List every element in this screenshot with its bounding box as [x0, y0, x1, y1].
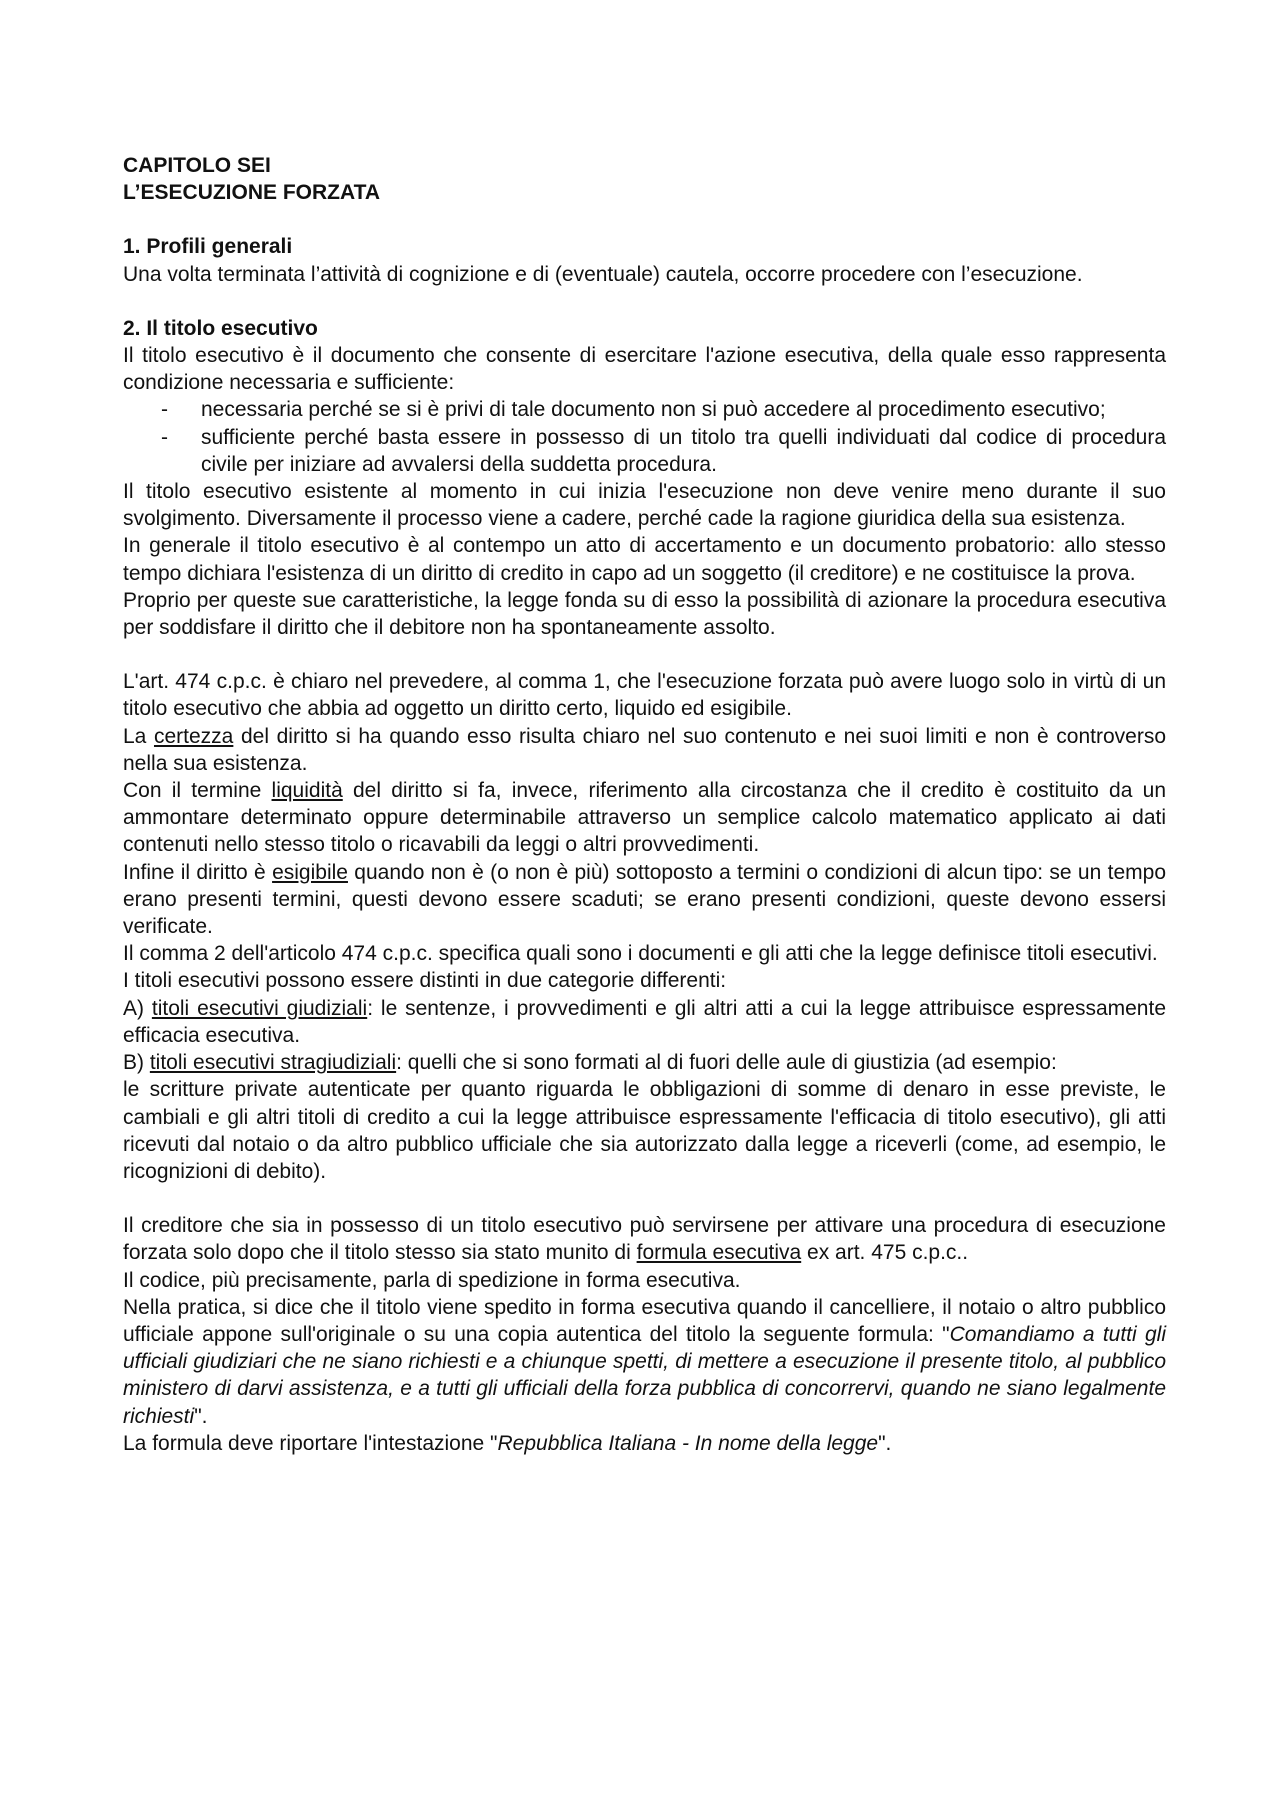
- text-span: Infine il diritto è: [123, 860, 273, 884]
- text-span: : quelli che si sono formati al di fuori delle aule di giustizia (ad esempio:: [396, 1051, 1057, 1075]
- formula-quote: Comandiamo a tutti gli ufficiali giudiziari che ne siano richiesti e a chiunque spetti, di mettere a esecuzione il presente titolo, al pubblico ministero di darvi assistenza, e a tutti gli ufficiali della forza pubblica di concorrervi, quando ne siano legalmente richiesti: [123, 1322, 1167, 1428]
- paragraph-categories: I titoli esecutivi possono essere distinti in due categorie differenti:: [123, 969, 727, 993]
- dash-bullet: -: [161, 425, 168, 449]
- list-item: [123, 424, 1166, 478]
- intestazione-quote: Repubblica Italiana - In nome della legge: [497, 1431, 879, 1455]
- text-span: ".: [878, 1431, 892, 1455]
- text-span: La: [123, 724, 154, 748]
- paragraph-persistence: Il titolo esecutivo esistente al momento in cui inizia l'esecuzione non deve venire meno durante il suo svolgimento. Diversamente il processo viene a cadere, perché cade la ragione giuridica della sua esistenza.: [123, 480, 1166, 531]
- section-2-intro: Il titolo esecutivo è il documento che consente di esercitare l'azione esecutiva, della quale esso rappresenta condizione necessaria e sufficiente:: [123, 344, 1166, 395]
- paragraph-art-474: L'art. 474 c.p.c. è chiaro nel prevedere, al comma 1, che l'esecuzione forzata può avere luogo solo in virtù di un titolo esecutivo che abbia ad oggetto un diritto certo, liquido ed esigibile.: [123, 670, 1166, 721]
- paragraph-scritture: le scritture private autenticate per quanto riguarda le obbligazioni di somme di denaro in esse previste, le cambiali e gli altri titoli di credito a cui la legge attribuisce espressamente l'efficacia di titolo esecutivo), gli atti ricevuti dal notaio o da altro pubblico ufficiale che sia autorizzato dalla legge a riceverli (come, ad esempio, le ricognizioni di debito).: [123, 1078, 1166, 1183]
- term-certezza: certezza: [153, 724, 234, 748]
- spacer: [123, 288, 1166, 315]
- text-span: del diritto si fa, invece, riferimento alla circostanza che il credito è costituito da un ammontare determinato oppure determinabile attraverso un semplice calcolo matematico applicato ai dati contenuti nello stesso titolo o ricavabili da leggi o altri provvedimenti.: [123, 779, 1166, 857]
- section-1-heading: 1. Profili generali: [123, 235, 293, 259]
- chapter-title: CAPITOLO SEI: [123, 154, 271, 177]
- text-span: Nella pratica, si dice che il titolo viene spedito in forma esecutiva quando il cancelliere, il notaio o altro pubblico ufficiale appone sull'originale o su una copia autentica del titolo la seguente formula: ": [123, 1295, 1166, 1346]
- text-span: ".: [194, 1404, 208, 1428]
- text-span: Il creditore che sia in possesso di un titolo esecutivo può servirsene per attivare una procedura di esecuzione forzata solo dopo che il titolo stesso sia stato munito di: [123, 1214, 1166, 1265]
- dash-bullet: -: [161, 398, 168, 422]
- spacer: [123, 641, 1166, 668]
- section-2-heading: 2. Il titolo esecutivo: [123, 316, 318, 340]
- term-stragiudiziali: titoli esecutivi stragiudiziali: [149, 1051, 397, 1075]
- paragraph-spedizione: Il codice, più precisamente, parla di spedizione in forma esecutiva.: [123, 1268, 741, 1292]
- term-esigibile: esigibile: [272, 860, 348, 884]
- term-giudiziali: titoli esecutivi giudiziali: [151, 996, 368, 1020]
- term-formula-esecutiva: formula esecutiva: [636, 1241, 802, 1265]
- text-span: ex art. 475 c.p.c..: [801, 1241, 969, 1265]
- document-page: [123, 152, 1166, 1457]
- spacer: [123, 1185, 1166, 1212]
- paragraph-nature: In generale il titolo esecutivo è al contempo un atto di accertamento e un documento probatorio: allo stesso tempo dichiara l'esistenza di un diritto di credito in capo ad un soggetto (il creditore) e ne costituisce la prova.: [123, 534, 1166, 585]
- paragraph-intestazione: [123, 1430, 1166, 1457]
- chapter-subtitle: L’ESECUZIONE FORZATA: [123, 181, 381, 205]
- text-span: : le sentenze, i provvedimenti e gli altri atti a cui la legge attribuisce espressamente efficacia esecutiva.: [123, 996, 1166, 1047]
- text-span: quando non è (o non è più) sottoposto a termini o condizioni di alcun tipo: se un tempo erano presenti termini, questi devono essere scaduti; se erano presenti condizioni, queste devono essersi verificate.: [123, 860, 1166, 939]
- term-liquidita: liquidità: [271, 779, 343, 803]
- paragraph-pratica: [123, 1294, 1166, 1430]
- paragraph-esigibile: [123, 859, 1166, 941]
- text-span: A): [123, 996, 152, 1020]
- text-span: del diritto si ha quando esso risulta chiaro nel suo contenuto e nei suoi limiti e non è controverso nella sua esistenza.: [123, 724, 1167, 775]
- section-1-text: Una volta terminata l’attività di cognizione e di (eventuale) cautela, occorre procedere con l’esecuzione.: [123, 262, 1083, 286]
- category-a: [123, 995, 1166, 1049]
- paragraph-formula: [123, 1212, 1166, 1266]
- text-span: Con il termine: [123, 779, 272, 803]
- list-item: [123, 396, 1166, 423]
- requirements-list: [123, 396, 1166, 478]
- paragraph-liquidita: [123, 777, 1166, 859]
- list-item-text: sufficiente perché basta essere in possesso di un titolo tra quelli individuati dal codice di procedura civile per iniziare ad avvalersi della suddetta procedura.: [201, 425, 1166, 476]
- text-span: La formula deve riportare l'intestazione ": [123, 1431, 498, 1455]
- text-span: B): [123, 1051, 150, 1075]
- list-item-text: necessaria perché se si è privi di tale documento non si può accedere al procedimento esecutivo;: [201, 398, 1106, 422]
- paragraph-comma-2: Il comma 2 dell'articolo 474 c.p.c. specifica quali sono i documenti e gli atti che la legge definisce titoli esecutivi.: [123, 942, 1158, 966]
- category-b: [123, 1049, 1166, 1076]
- spacer: [123, 206, 1166, 233]
- paragraph-purpose: Proprio per queste sue caratteristiche, la legge fonda su di esso la possibilità di azionare la procedura esecutiva per soddisfare il diritto che il debitore non ha spontaneamente assolto.: [123, 588, 1166, 640]
- paragraph-certezza: [123, 723, 1166, 777]
